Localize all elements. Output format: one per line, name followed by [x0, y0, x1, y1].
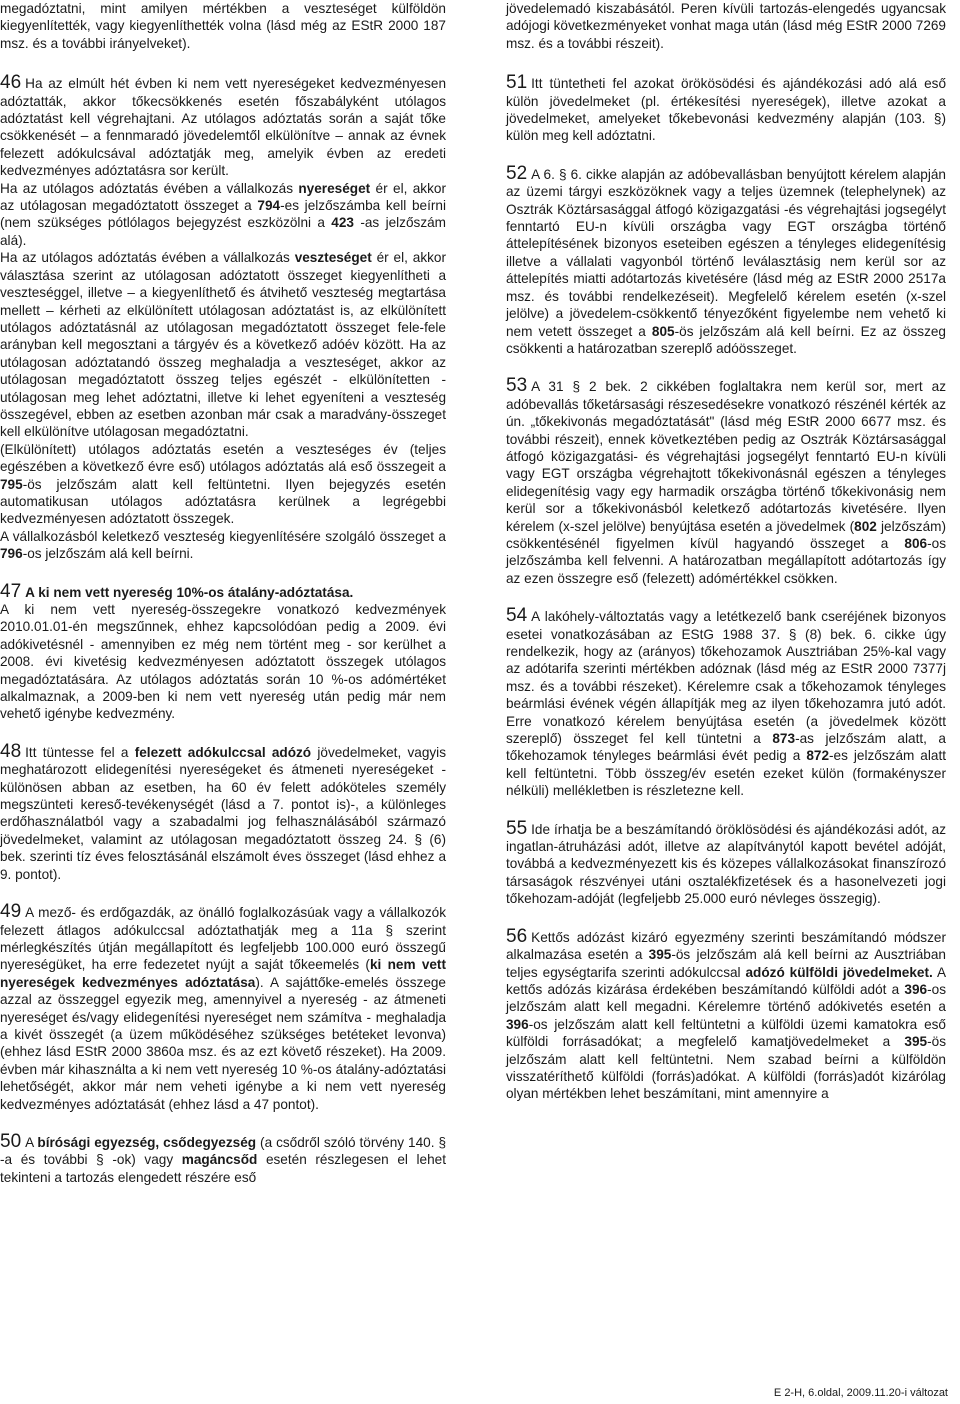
text-run: esetén részlegesen el lehet tekinteni a tartozás elengedett részére eső — [0, 1152, 447, 1185]
section-46-paragraph-1 — [0, 74, 446, 179]
text-run: -os jelzőszámba kell felvenni. A határozatban megállapított adótartozás így az ezen összegre eső (felezett) adómértékkel csökken. — [506, 535, 946, 586]
text-run: Ha az utólagos adóztatás évében a vállalkozás — [0, 250, 295, 266]
text-run: -os jelzőszám alatt kell megadni. Kérelemre történő adókivetés esetén a — [506, 981, 946, 1015]
code-873: 873 — [772, 731, 796, 747]
code-794: 794 — [257, 198, 281, 214]
text-run: (a csődről szóló törvény 140. § -a és további § -ok) vagy — [0, 1134, 447, 1168]
bold-text: magáncsőd — [181, 1152, 258, 1168]
code-805: 805 — [651, 323, 675, 339]
text-run: -os jelzőszám alá kell beírni. — [22, 546, 194, 562]
text-run: Ide írhatja be a beszámítandó öröklösödési és ajándékozási adót, az ingatlan-átruházási adót, illetve az alapítványtól kapott bevétel adóját, továbbá a kedvezményezett kis és közepes vállalkozásokat finanszírozó társaságok részvényei utáni osztalékfizetések és a hasonelvezeti jogi tőkehozam-adóját (legfeljebb 25.000 euró névleges összegig). — [506, 821, 946, 907]
left-column — [0, 0, 446, 1186]
section-48-paragraph — [0, 740, 446, 883]
section-52-paragraph — [506, 162, 946, 357]
bold-text: nyereséget — [298, 180, 371, 196]
section-49-number: 49 — [0, 901, 22, 923]
section-46-paragraph-2 — [0, 180, 446, 250]
section-46-number: 46 — [0, 72, 22, 94]
section-52 — [506, 162, 946, 357]
section-48-number: 48 — [0, 740, 22, 762]
section-55 — [506, 817, 946, 908]
text-run: Itt tüntetheti fel azokat örökösödési és ajándékozási adó alá eső külön jövedelmeket (pl. értékesítési nyereségek), illetve azokat a jövedelmeket, amelyeket tőkebevonási kedvezmény alapján (103. §) külön meg kell adóztatni. — [506, 76, 946, 144]
section-47-title: A ki nem vett nyereség 10%-os átalány-adóztatása. — [25, 584, 354, 600]
text-run: A kettős adózás kizárása érdekében beszámítandó külföldi adót a — [506, 964, 947, 997]
text-run: ). A sajáttőke-emelés összege azzal az összeggel egyezik meg, amennyivel a nyereség - az átmeneti nyereséget és/vagy elidegenítési nyereséget nem számítva - meghaladja a kivét összegét (a üzem működéséhez szükséges betéteket levonva) (ehhez lásd EStR 2000 3860a msz. és az ezt követő részeket). Ha 2009. évben már kihasználta a ki nem vett nyereség 10 %-os átalány-adóztatási lehetőségét, akkor már nem veheti igénybe a ki nem vett nyereség kedvezményes adóztatását (ehhez lásd a 47 pontot). — [0, 974, 446, 1112]
section-54-paragraph — [506, 607, 946, 799]
code-395: 395 — [648, 947, 672, 963]
code-396: 396 — [506, 1016, 529, 1032]
code-795: 795 — [0, 476, 23, 492]
text-run: Ha az utólagos adóztatás évében a vállalkozás — [0, 180, 299, 196]
section-51 — [506, 74, 946, 145]
section-50-paragraph — [0, 1130, 447, 1186]
section-46 — [0, 74, 446, 562]
text-run: Kettős adózást kizáró egyezmény szerinti beszámítandó módszer alkalmazása esetén a — [506, 929, 946, 963]
bold-text: ki nem vett nyereségek kedvezményes adóztatása — [0, 957, 446, 990]
section-46-paragraph-4 — [0, 441, 446, 528]
text-run: ér el, akkor választása szerint az utólagosan adóztatott összeget kiegyenlítheti a veszteséggel, illetve – a kiegyenlíthető és átvihető veszteség megtartása mellett – kérheti az elkülönített utólagosan adóztatást is, az elkülönített utólagos adóztatásnál az utólagosan megadóztatott összeget fele-fele arányban kell megosztani a tárgyév és a következő adóév között. Ha az utólagosan adóztatandó összeg meghaladja a veszteséget, akkor az utólagosan megadóztatott összeg teljes egészét - elkülönítetten - utólagosan meg lehet adóztatni, illetve ki lehet egyeníteni a veszteség összegével, ebben az esetben azonban már csak a maradvány-összeget kell elkülönítve utólagosan megadóztatni. — [0, 250, 447, 440]
section-49-paragraph — [0, 903, 446, 1113]
text-run: -os jelzőszám alatt kell feltüntetni a külföldi üzemi kamatokra eső külföldi forrásadókat; a megfelelő kamatjövedelmeket a — [506, 1016, 946, 1050]
bold-text: felezett adókulccsal adózó — [134, 744, 312, 760]
code-802: 802 — [854, 518, 877, 534]
section-50 — [0, 1130, 447, 1186]
code-796: 796 — [0, 546, 23, 562]
text-run: jövedelmeket, vagyis meghatározott elidegenítési nyereségeket és átmeneti nyereségeket - különösen abban az esetben, ha 60 év felett adóköteles személy megszünteti kereső-tevékenységét (lásd a 7. pontot is)-, a különleges erdőhasználatból vagy a szabadalmi jog felhasználásából származó jövedelmeket, valamint az utólagosan megadóztatott összeg 24. § (6) bek. szerinti tíz éves felosztásánál elszámolt éves összeget (lásd ehhez a 9. pontot). — [0, 744, 446, 882]
text-run: A 6. § 6. cikke alapján az adóbevallásban benyújtott kérelem alapján az üzemi tárgyi eszközöknek vagy a teljes üzemnek (telephelynek) az Osztrák Köztársasággal átfogó közigazgatási -és végrehajtási jogsegélyt fenntartó EU-n kívüli országba vagy EGT országba történő áttelepítésének bizonyos eseteiben egészen a tényleges elidegenítésig illetve a vállalati vagyonból történő leválasztásig nem kerül sor az áttelepítés miatti adótartozás kivetésére (lásd még az EStR 2000 2517a msz. és további rendelkezéseit). Megfelelő kérelem esetén (x-szel jelölve) a jövedelem-csökkentő tényezőként figyelembe nem vehető ki nem vetett összeget a — [506, 166, 946, 339]
section-47 — [0, 580, 446, 723]
section-49 — [0, 903, 446, 1113]
text-run: (Elkülönített) utólagos adóztatás esetén a veszteséges év (teljes egészében a következő évre eső) utólagos adóztatás alá eső összegeit a — [0, 441, 446, 475]
right-column — [506, 0, 946, 1103]
text-run: Itt tüntesse fel a — [25, 744, 135, 760]
text-run: -es jelzőszámba kell beírni (nem szükséges pótlólagos bejegyzést eszközölni a — [0, 198, 447, 231]
bold-text: bírósági egyezség, csődegyezség — [37, 1134, 257, 1150]
section-54-number: 54 — [506, 605, 528, 627]
section-54 — [506, 607, 946, 799]
section-56-number: 56 — [506, 925, 528, 947]
section-53-number: 53 — [506, 375, 528, 397]
text-run: A — [25, 1134, 38, 1150]
text-run: -as jelzőszám alá). — [0, 215, 447, 248]
code-396: 396 — [904, 981, 928, 997]
text-run: -ös jelzőszám alatt kell feltüntetni. Ilyen bejegyzés esetén automatikusan utólagos adóztatásra kerülnek a legrégebbi kedvezményesen adóztatott összegek. — [0, 476, 446, 527]
text-run: -es jelzőszám alatt kell feltüntetni. Több összeg/év esetén ezeket külön (formakényszer nélküli) mellékletben is részletezne kell. — [506, 748, 946, 799]
text-run: -ös jelzőszám alá kell beírni. Ez az összeg csökkenti a határozatban szereplő adóösszeget. — [506, 323, 946, 356]
text-run: -ös jelzőszám alatt kell feltüntetni. Nem szabad beírni a külföldön visszatéríthető külföldi (forrás)adókat. A külföldi (forrás)adót kizárólag olyan mértékben lehet beszámítani, mint amennyire a — [506, 1034, 946, 1102]
text-run: A lakóhely-változtatás vagy a letétkezelő bank cseréjének bizonyos esetei vonatkozásában az EStG 1988 37. § (8) bek. 6. cikke úgy rendelkezik, hogy az (arányos) tőkehozamok Ausztriában 25%-kal vagy az adótarifa szerinti mértékben adóznak (lásd még az EStR 2000 7377j msz. és a további részeket). Kérelemre csak a tőkehozamok tényleges beármlási évének végén állapítják meg az ilyen tőkehozamra jutó adót. Erre vonatkozó kérelem benyújtása esetén (a jövedelmek között szereplő) összeget fel kell tüntetni a — [506, 609, 946, 747]
text-run: jelzőszám) csökkentésénél figyelmen kívül hagyandó összeget a — [506, 518, 946, 551]
text-run: ér el, akkor az utólagosan megadóztatott összeget a — [0, 180, 446, 214]
code-806: 806 — [904, 535, 928, 551]
text-run: A vállalkozásból keletkező veszteség kiegyenlítésére szolgáló összeget a — [0, 528, 446, 544]
bold-text: veszteséget — [294, 250, 372, 266]
section-46-text: Ha az elmúlt hét évben ki nem vett nyereségeket kedvezményesen adóztatták, akkor tőkecsökkenés esetén főszabályként utólagos adóztatást kell végrehajtani. Az utólagos adóztatás során a saját tőke csökkenését – a fennmaradó jövedelemtől elkülönítve – annak az évnek felezett adókulcsával adóztatják meg, amelyik évben az eredeti kedvezményes adóztatásra sor került. — [0, 76, 446, 179]
section-51-paragraph — [506, 74, 946, 145]
section-47-number: 47 — [0, 580, 22, 602]
section-52-number: 52 — [506, 162, 528, 184]
section-55-number: 55 — [506, 817, 528, 839]
code-423: 423 — [331, 215, 354, 231]
text-run: A 31 § 2 bek. 2 cikkében foglaltakra nem kerül sor, mert az adóbevallás tőketársasági részesedésekre vonatkozó részénél kérték az ún. „tőkekivonás megadóztatását" (lásd még EStR 2000 6677 msz. és további részeit), ennek következtében pedig az Osztrák Köztársasággal átfogó közigazgatási- és végrehajtási jogsegélyt fenntartó EU-n kívüli vagy EGT országba végrehajtott tőkekivonásnál egészen a tényleges elidegenítésig vagy egy harmadik országba történő tőkekivonásig nem kerül sor a tőkekivonásból keletkező adótartozás kivetésére. Ilyen kérelem (x-szel jelölve) benyújtása esetén a jövedelmek ( — [506, 379, 946, 534]
text-run: -as jelzőszám alatt, a tőkehozamok tényleges beármlási évét pedig a — [506, 731, 946, 764]
text-run: -ös jelzőszám alá kell beírni az Ausztriában teljes egységtarifa szerinti adókulccsal — [506, 947, 946, 980]
code-872: 872 — [806, 748, 830, 764]
section-47-heading — [0, 580, 446, 602]
section-53 — [506, 377, 946, 587]
section-47-paragraph: A ki nem vett nyereség-összegekre vonatkozó kedvezmények 2010.01.01-én megszűnnek, ehhez kapcsolódóan pedig a 2009. évi adókivetésnél - amennyiben ez még nem történt meg - sor kerülhet a 2008. évi kivetésig kedvezményesen adóztatott összegek utólagos megadóztatására. Az utólagos adóztatás során 10 %-os adómértéket alkalmaznak, a 2009-ben ki nem vett nyereség után pedig már nem vehető igénybe kedvezmény. — [0, 602, 446, 722]
text-run: A mező- és erdőgazdák, az önálló foglalkozásúak vagy a vállalkozók felezett átlagos adókulccsal adóztathatják meg a 11a § szerint mérlegkészítés útján megállapított és legfeljebb 100.000 euró összegű nyereségüket, ha erre fedezetet nyújt a saját tőkeemelés ( — [0, 905, 446, 973]
section-55-paragraph — [506, 817, 946, 908]
section-46-paragraph-3 — [0, 249, 446, 440]
section-48 — [0, 740, 446, 883]
section-56-paragraph — [506, 925, 947, 1103]
left-intro-paragraph: megadóztatni, mint amilyen mértékben a veszteséget külföldön kiegyenlítették, vagy kiegyenlíthették volna (lásd még az EStR 2000 187 msz. és a további irányelveket). — [0, 1, 446, 51]
section-51-number: 51 — [506, 72, 528, 94]
code-395: 395 — [904, 1034, 928, 1050]
section-53-paragraph — [506, 377, 946, 587]
page-footer: E 2-H, 6.oldal, 2009.11.20-i változat — [773, 1387, 948, 1399]
section-50-number: 50 — [0, 1130, 22, 1152]
section-46-paragraph-5 — [0, 528, 446, 563]
bold-text: adózó külföldi jövedelmeket. — [745, 964, 933, 980]
right-intro-paragraph: jövedelemadó kiszabásától. Peren kívüli tartozás-elengedés ugyancsak adójogi következményeket vonhat maga után (lásd még EStR 2000 7269 msz. és a további részeit). — [506, 1, 946, 51]
section-56 — [506, 925, 947, 1103]
